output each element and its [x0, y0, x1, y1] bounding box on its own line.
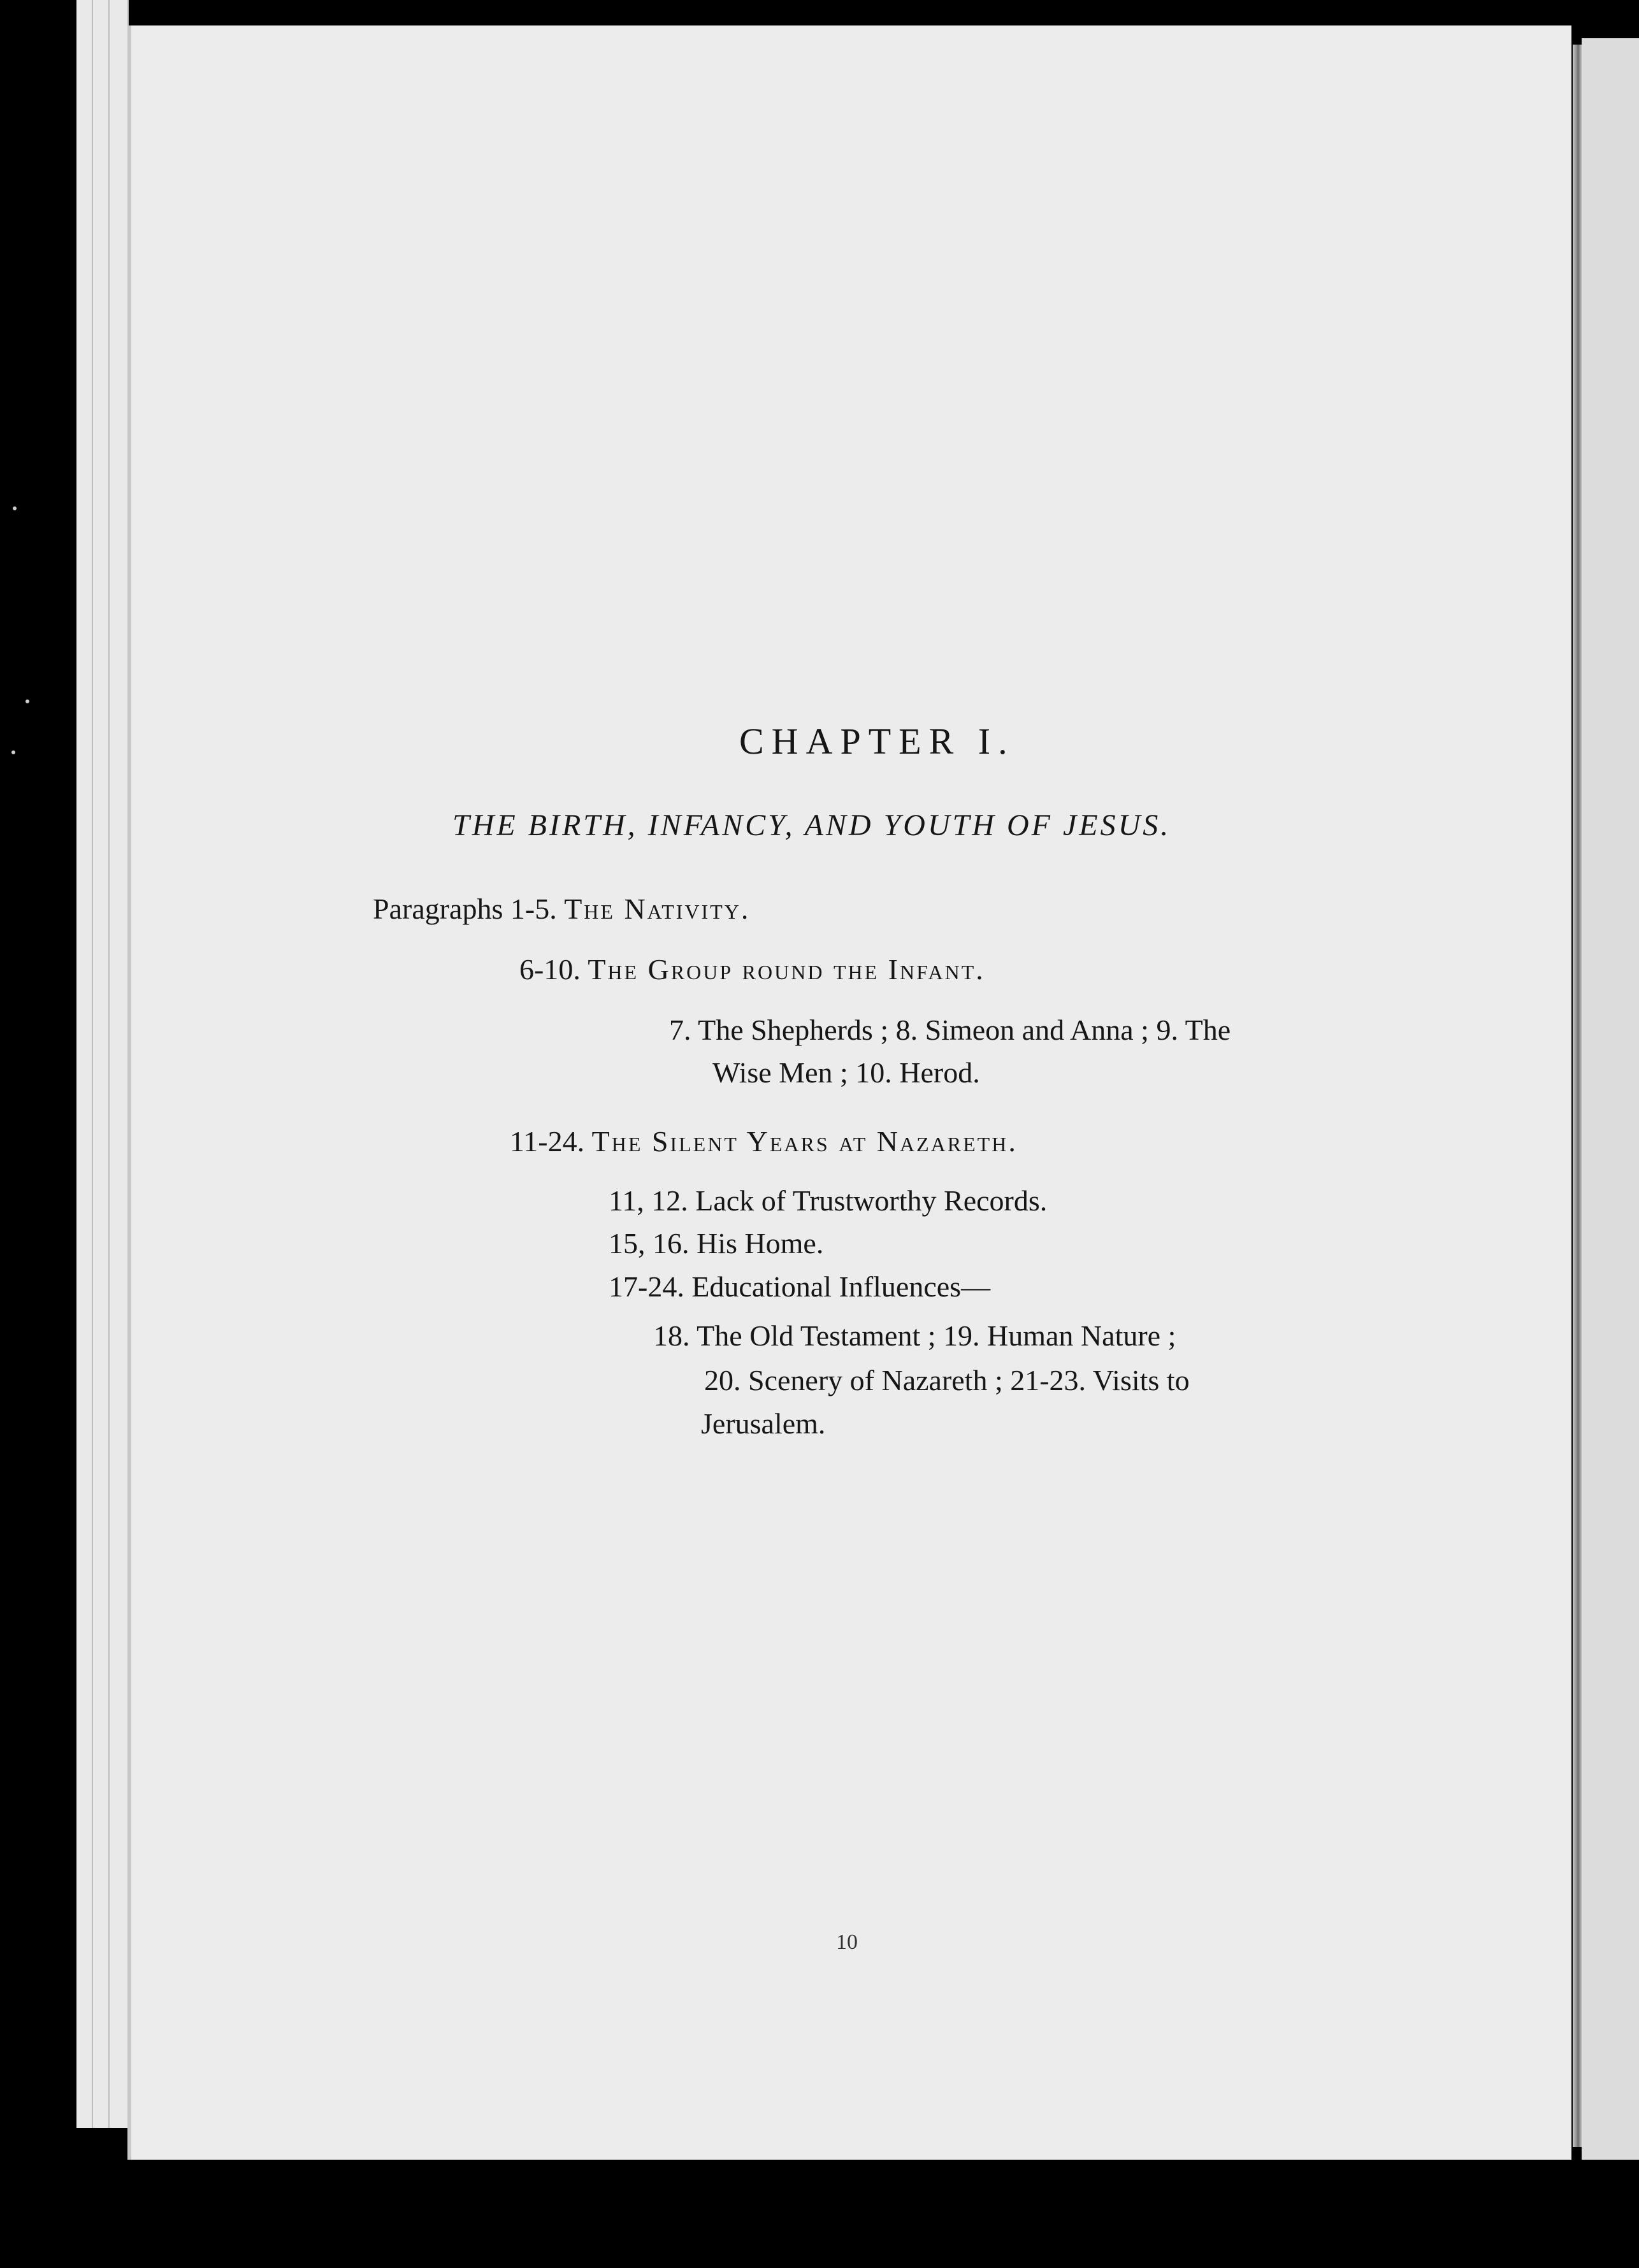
contents-entry	[704, 1363, 1190, 1397]
contents-entry	[373, 892, 750, 926]
entry-number: 11, 12.	[609, 1184, 688, 1217]
entry-number: 17-24.	[609, 1270, 684, 1303]
entry-number: 18.	[653, 1319, 690, 1352]
page-stack-edge	[93, 0, 110, 2128]
entry-text: Wise Men ; 10. Herod.	[712, 1056, 980, 1089]
chapter-heading: CHAPTER I.	[739, 721, 1015, 762]
entry-text: Lack of Trustworthy Records.	[695, 1184, 1048, 1217]
contents-entry	[653, 1319, 1176, 1353]
entry-text: 20. Scenery of Nazareth ; 21-23. Visits to	[704, 1364, 1190, 1396]
entry-number: 6-10.	[519, 953, 581, 986]
entry-number: 7.	[669, 1014, 691, 1046]
contents-entry	[701, 1407, 825, 1440]
entry-number: 11-24.	[510, 1125, 585, 1158]
entry-text: His Home.	[697, 1227, 824, 1260]
speck	[25, 700, 29, 703]
entry-text: The Group round the Infant.	[588, 953, 985, 986]
entry-text: Jerusalem.	[701, 1407, 826, 1440]
contents-entry	[519, 952, 985, 986]
entry-text: The Shepherds ; 8. Simeon and Anna ; 9. The	[698, 1014, 1231, 1046]
entry-text: The Old Testament ; 19. Human Nature ;	[697, 1319, 1176, 1352]
entry-text: The Nativity.	[564, 893, 751, 925]
contents-entry	[712, 1056, 980, 1089]
contents-entry	[669, 1013, 1231, 1047]
speck	[13, 506, 17, 510]
contents-entry	[510, 1124, 1018, 1158]
facing-page-edge	[1582, 38, 1639, 2160]
page-stack-edge	[110, 0, 129, 2128]
entry-number: 15, 16.	[609, 1227, 690, 1260]
contents-entry	[609, 1184, 1047, 1217]
entry-text: The Silent Years at Nazareth.	[591, 1125, 1018, 1158]
speck	[11, 750, 15, 754]
page-stack-edge	[76, 0, 93, 2128]
page-number: 10	[836, 1930, 858, 1954]
entry-number: Paragraphs 1-5.	[373, 893, 557, 925]
book-gutter	[1573, 45, 1582, 2147]
entry-text: Educational Influences—	[691, 1270, 991, 1303]
chapter-title: THE BIRTH, INFANCY, AND YOUTH OF JESUS.	[452, 808, 1171, 842]
contents-entry	[609, 1226, 823, 1260]
contents-entry	[609, 1270, 990, 1303]
book-page	[127, 25, 1571, 2160]
